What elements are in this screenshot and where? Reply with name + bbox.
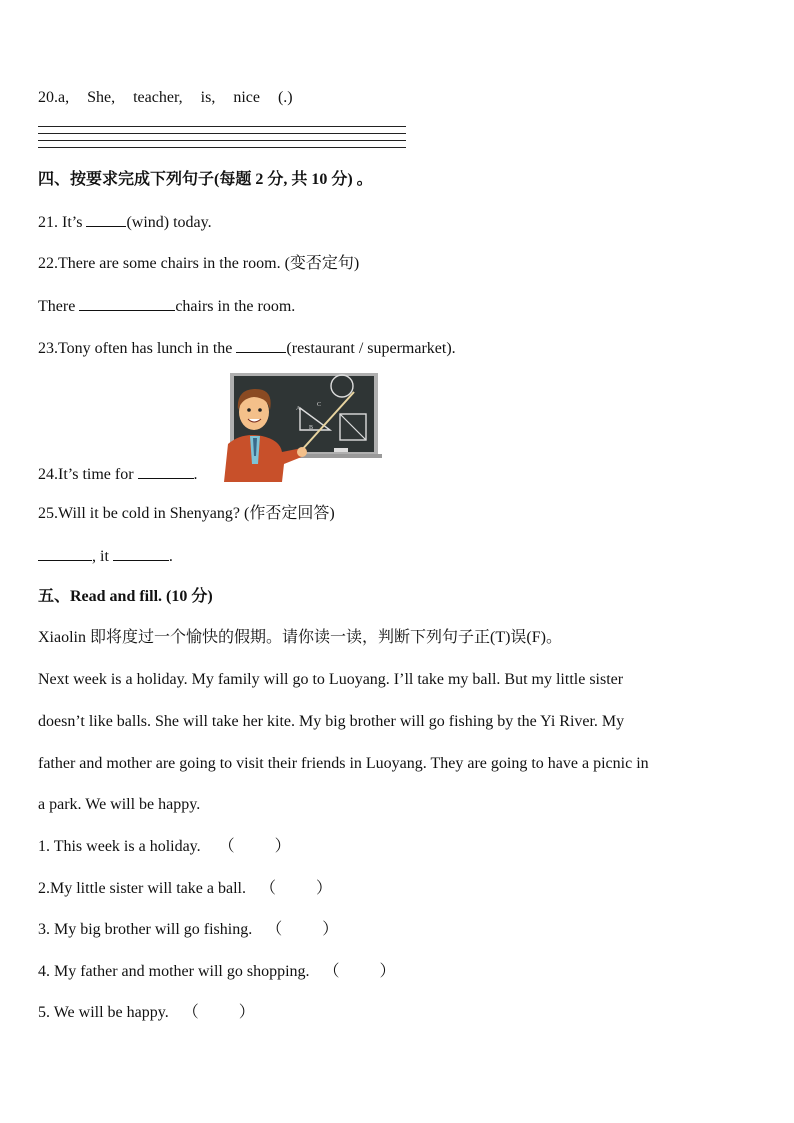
statement-text: 1. This week is a holiday.: [38, 838, 201, 855]
blank[interactable]: [138, 464, 194, 479]
section-5-title: 五、Read and fill. (10 分): [38, 588, 213, 605]
question-23: [38, 338, 456, 359]
q25-suffix: .: [168, 548, 173, 565]
board-label-c: C: [317, 402, 322, 408]
q24-prefix: 24.It’s time for: [38, 466, 138, 483]
q23-suffix: (restaurant / supermarket).: [286, 340, 456, 357]
statement-3: [38, 920, 338, 940]
teacher-illustration: [222, 372, 382, 482]
blank[interactable]: [86, 212, 126, 227]
answer-line: [38, 133, 406, 134]
q21-suffix: (wind) today.: [126, 214, 212, 231]
board-label-b: B: [309, 425, 314, 431]
statement-1: [38, 837, 291, 857]
right-eye: [258, 408, 262, 412]
blank[interactable]: [236, 338, 286, 353]
q22-suffix: chairs in the room.: [175, 298, 296, 315]
statement-text: 3. My big brother will go fishing.: [38, 921, 253, 938]
question-21: [38, 212, 212, 233]
statement-4: [38, 962, 396, 982]
statement-5: [38, 1003, 255, 1023]
question-22-answer: [38, 296, 295, 317]
hand: [297, 447, 307, 457]
answer-parentheses[interactable]: （ ）: [266, 921, 339, 938]
question-25: 25.Will it be cold in Shenyang? (作否定回答): [38, 505, 335, 522]
passage-line: Next week is a holiday. My family will go to Luoyang. I’ll take my ball. But my little sister: [38, 671, 624, 688]
blank[interactable]: [79, 296, 175, 311]
q22-prefix: There: [38, 298, 80, 315]
q21-prefix: 21. It’s: [38, 214, 87, 231]
question-25-answer: [38, 546, 173, 567]
statement-2: [38, 879, 332, 899]
section-4-title: 四、按要求完成下列句子(每题 2 分, 共 10 分) 。: [38, 171, 373, 188]
statement-text: 4. My father and mother will go shopping.: [38, 963, 310, 980]
passage-intro: Xiaolin 即将度过一个愉快的假期。请你读一读，判断下列句子正(T)误(F)。: [38, 629, 562, 646]
question-22: 22.There are some chairs in the room. (变否定句): [38, 255, 360, 272]
answer-line: [38, 126, 406, 127]
answer-parentheses[interactable]: （ ）: [218, 838, 291, 855]
left-eye: [247, 408, 251, 412]
q25-middle: , it: [92, 548, 113, 565]
question-20: 20.a, She, teacher, is, nice (.): [38, 89, 293, 106]
answer-parentheses[interactable]: （ ）: [323, 963, 396, 980]
blank[interactable]: [113, 546, 169, 561]
question-24: [38, 464, 198, 485]
answer-line: [38, 140, 406, 141]
passage-line: a park. We will be happy.: [38, 796, 201, 813]
answer-line: [38, 147, 406, 148]
q24-suffix: .: [193, 466, 198, 483]
answer-parentheses[interactable]: （ ）: [182, 1004, 255, 1021]
statement-text: 5. We will be happy.: [38, 1004, 169, 1021]
q23-prefix: 23.Tony often has lunch in the: [38, 340, 237, 357]
passage-line: doesn’t like balls. She will take her kite. My big brother will go fishing by the Yi River. My: [38, 713, 625, 730]
answer-parentheses[interactable]: （ ）: [259, 880, 332, 897]
passage-line: father and mother are going to visit their friends in Luoyang. They are going to have a picnic in: [38, 755, 649, 772]
eraser: [334, 448, 348, 452]
statement-text: 2.My little sister will take a ball.: [38, 880, 246, 897]
board-label-a: A: [296, 406, 301, 412]
blank[interactable]: [38, 546, 92, 561]
